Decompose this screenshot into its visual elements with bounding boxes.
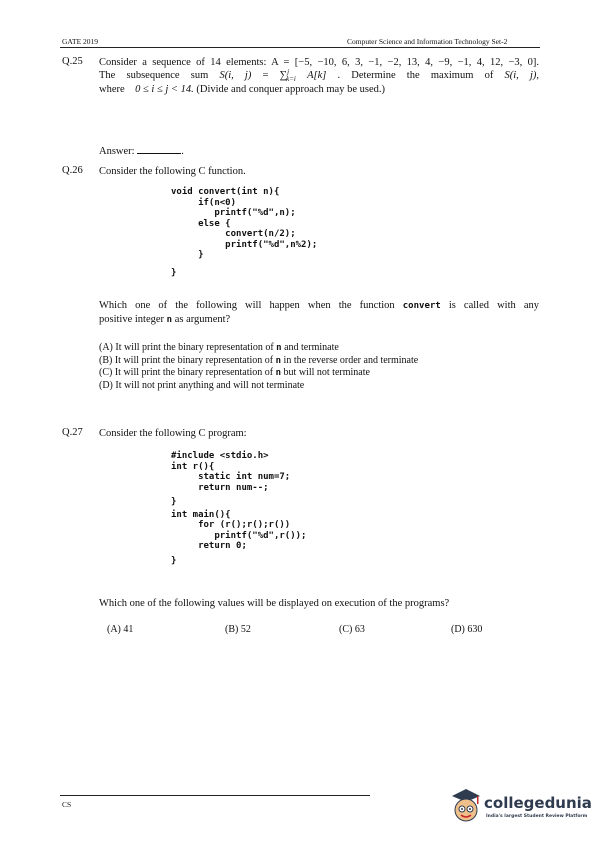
q27-stem: Which one of the following values will be displayed on execution of the programs?: [99, 598, 450, 609]
header-left: GATE 2019: [62, 37, 99, 46]
q25-line3: where 0 ≤ i ≤ j < 14. (Divide and conquer approach may be used.): [99, 84, 385, 95]
q27-code-block: [171, 451, 306, 566]
code-line: #include <stdio.h>: [171, 451, 269, 461]
code-line: else {: [171, 218, 231, 229]
option-a[interactable]: (A) It will print the binary representation of n and terminate: [99, 342, 339, 353]
option-b[interactable]: (B) It will print the binary representation of n in the reverse order and terminate: [99, 354, 419, 366]
logo-tagline: India's largest Student Review Platform: [486, 814, 588, 819]
header-rule: [60, 47, 540, 48]
q26-code-block: [171, 187, 317, 278]
q26-number: Q.26: [62, 165, 83, 176]
q27-option-d[interactable]: (D) 630: [451, 624, 483, 635]
code-line: convert(n/2);: [171, 229, 296, 239]
code-convert: convert: [402, 301, 441, 311]
collegedunia-logo: [448, 786, 592, 836]
code-line: for (r();r();r()): [171, 520, 291, 530]
answer-blank[interactable]: [137, 145, 181, 154]
answer-label: Answer:: [99, 146, 135, 157]
code-line: printf("%d",n%2);: [171, 239, 318, 250]
q25-answer: Answer: .: [99, 146, 184, 157]
footer-rule: [60, 795, 370, 796]
q26-intro: Consider the following C function.: [99, 166, 246, 177]
q25-number: Q.25: [62, 56, 83, 67]
footer-left: CS: [62, 800, 72, 809]
code-line: }: [171, 497, 177, 507]
code-line: int r(){: [171, 461, 215, 472]
q25-line1: Consider a sequence of 14 elements: A = [−5, −10, 6, 3, −1, −2, 13, 4, −9, −1, 4, 12, −3, 0].: [99, 57, 539, 68]
code-line: return 0;: [171, 541, 247, 551]
q25-line2: The subsequence sum S(i, j) = ∑$^j_{k=i}$ A[k] . Determine the maximum of S(i, j),: [99, 68, 540, 83]
code-line: if(n<0): [171, 197, 237, 208]
logo-name: collegedunia: [484, 794, 592, 812]
q26-stem: Which one of the following will happen when the function convert is called with any positive integer n as argument?: [99, 300, 540, 325]
q27-intro: Consider the following C program:: [99, 428, 247, 439]
q27-option-b[interactable]: (B) 52: [225, 624, 251, 635]
code-line: int main(){: [171, 509, 231, 520]
option-c[interactable]: (C) It will print the binary representation of n but will not terminate: [99, 367, 370, 378]
code-line: void convert(int n){: [171, 187, 280, 197]
q26-options: [99, 342, 418, 392]
q27-option-c[interactable]: (C) 63: [339, 624, 365, 635]
code-line: printf("%d",n);: [171, 208, 296, 218]
code-line: printf("%d",r());: [171, 530, 307, 541]
code-line: static int num=7;: [171, 472, 291, 482]
header-right: Computer Science and Information Technology Set-2: [347, 37, 508, 46]
q27-number: Q.27: [62, 427, 83, 438]
code-line: }: [171, 250, 204, 260]
q25-body: [99, 56, 539, 96]
q27-option-a[interactable]: (A) 41: [107, 624, 134, 635]
code-line: }: [171, 555, 177, 566]
sum-symbol: ∑$^j_{k=i}$: [279, 68, 296, 83]
code-line: }: [171, 267, 177, 278]
graduate-mascot-icon: [448, 786, 484, 826]
code-line: return num--;: [171, 482, 269, 493]
option-d[interactable]: (D) It will not print anything and will not terminate: [99, 379, 305, 391]
